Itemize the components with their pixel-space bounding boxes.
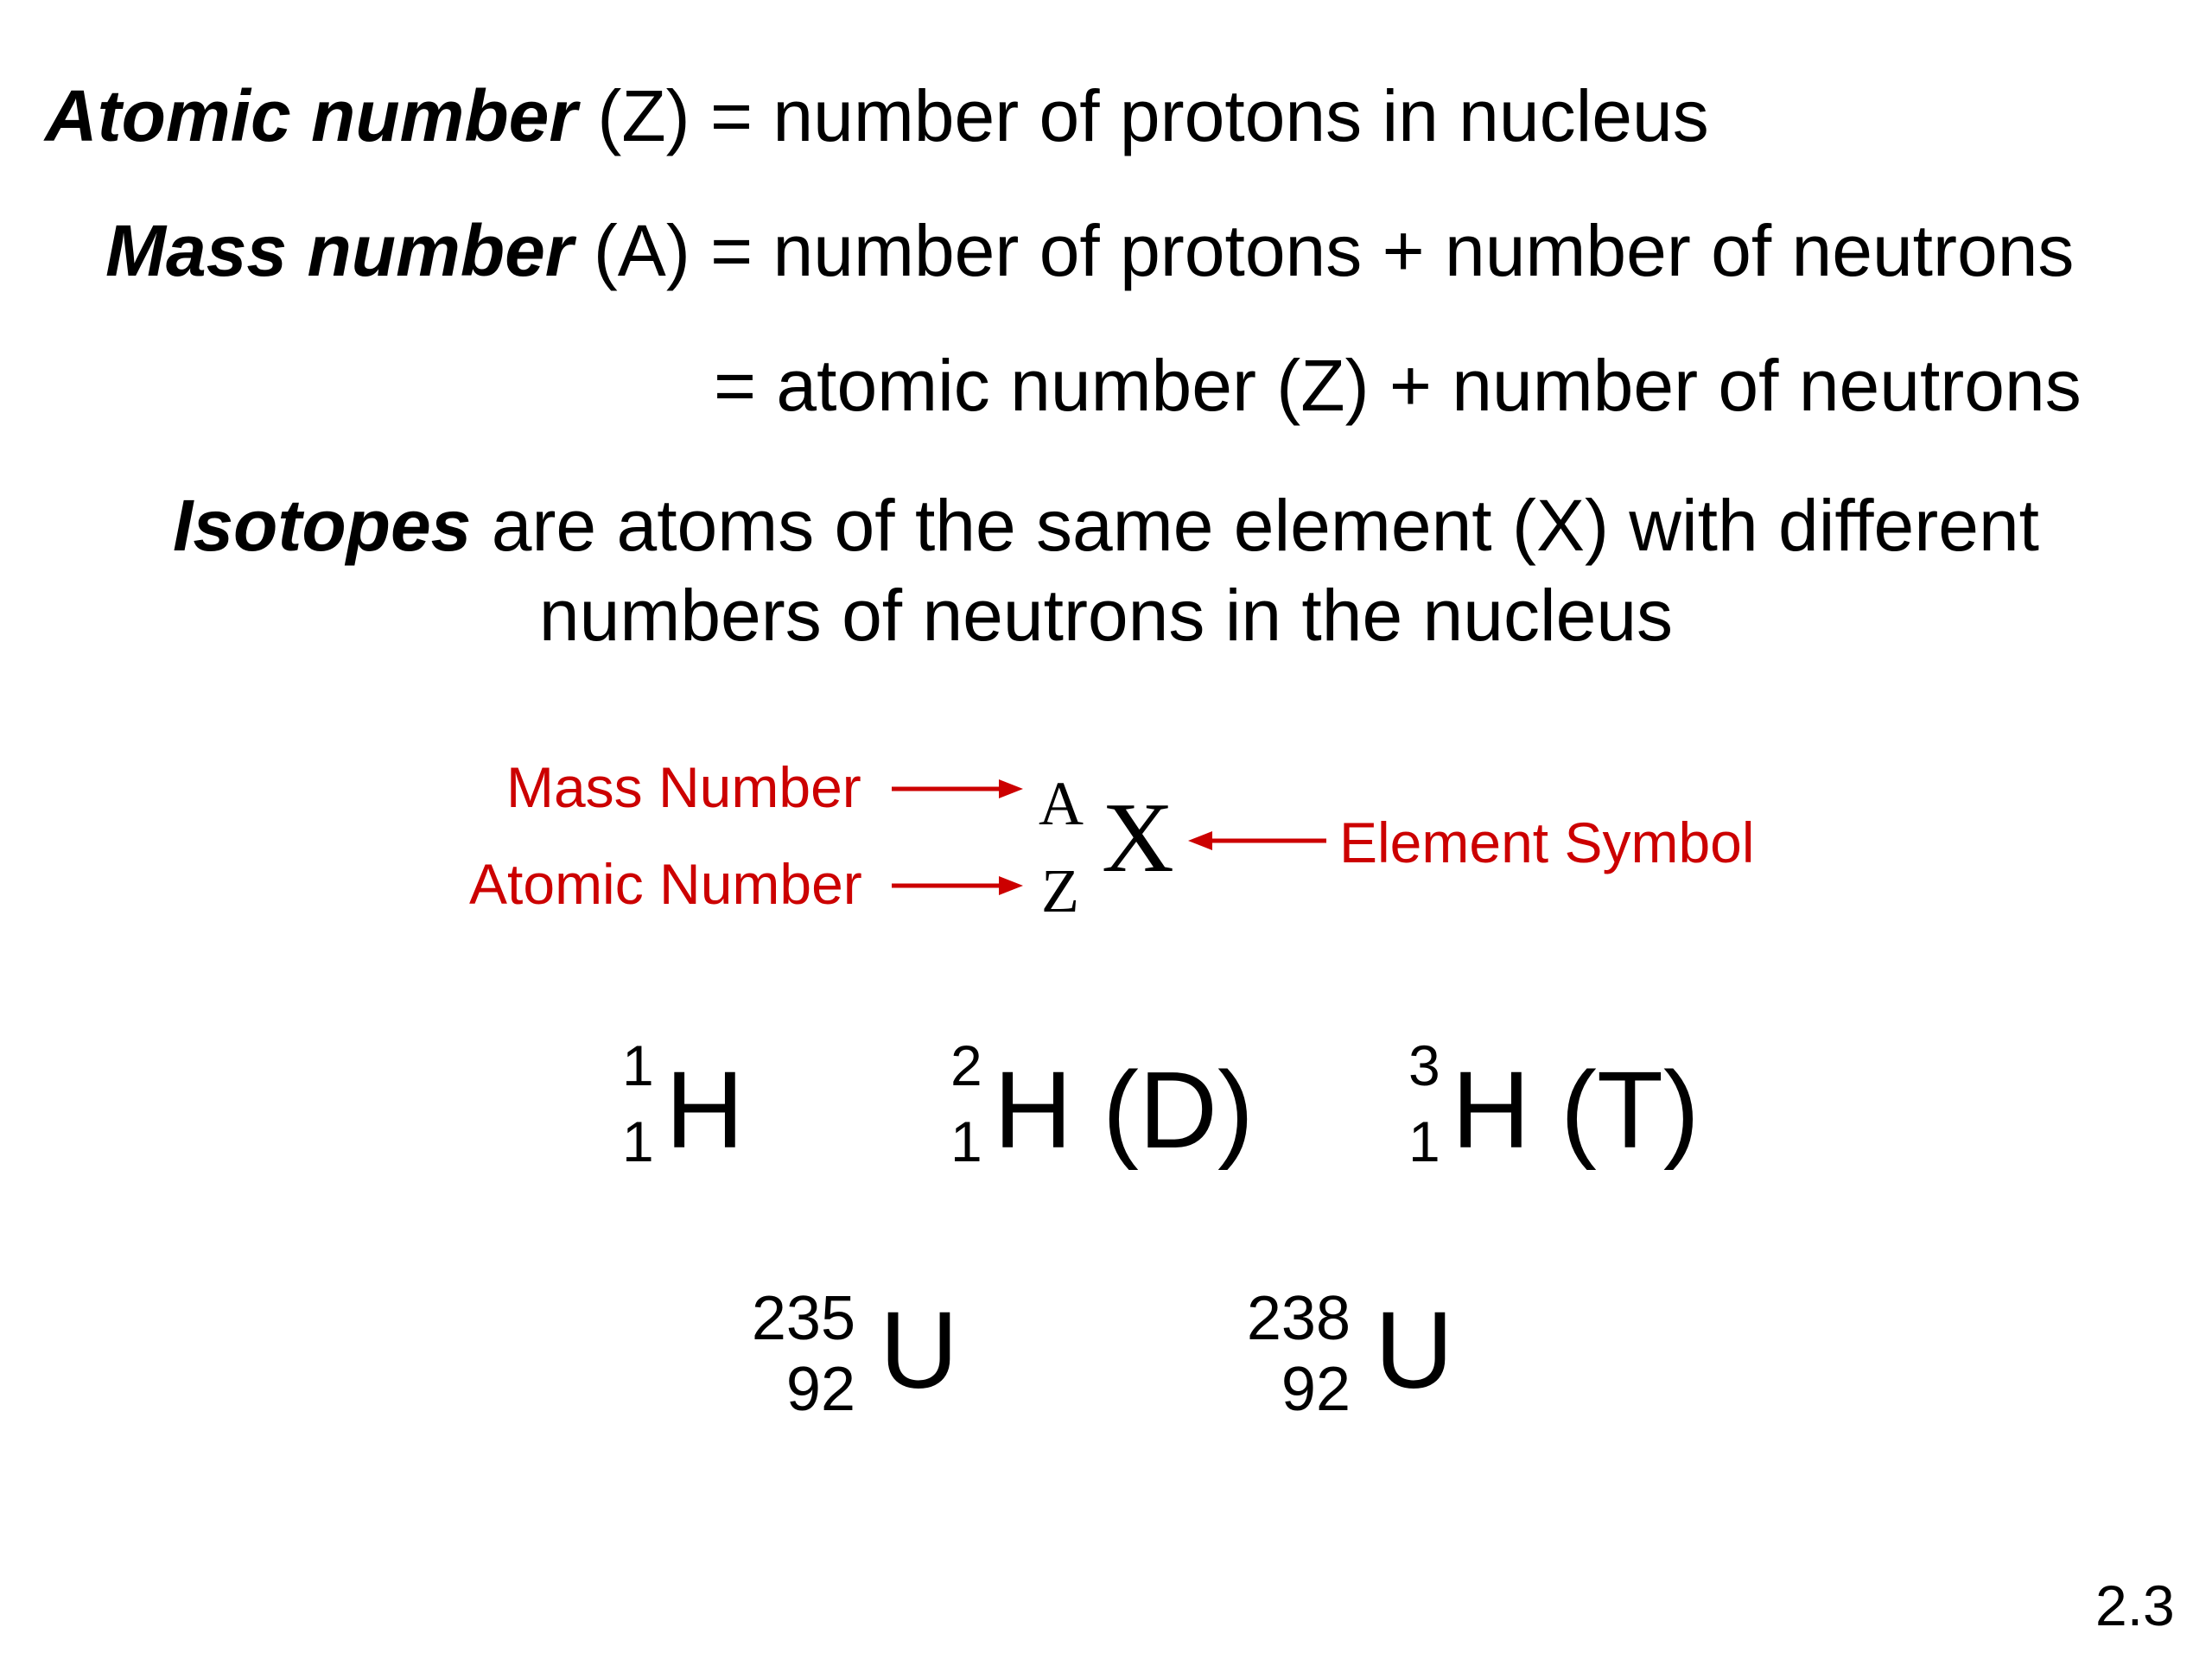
isotope-symbol: H <box>665 1049 744 1171</box>
atomic-number-label: Atomic Number <box>469 852 862 916</box>
isotope-mass-number: 238 <box>1246 1284 1351 1353</box>
isotopes-line-1 <box>0 480 2212 570</box>
element-symbol-arrow <box>1188 828 1326 854</box>
atomic-number-text: (Z) = number of protons in nucleus <box>577 75 1709 156</box>
isotope-atomic-number: 1 <box>622 1109 654 1173</box>
slide-number: 2.3 <box>2095 1573 2175 1637</box>
mass-number-alt-definition: = atomic number (Z) + number of neutrons <box>714 345 2082 426</box>
isotope-symbol: U <box>880 1289 958 1411</box>
mass-number-arrow <box>892 776 1023 802</box>
notation-element-symbol: X <box>1102 783 1174 893</box>
mass-number-label: Mass Number <box>506 755 861 819</box>
isotope-mass-number: 2 <box>950 1033 982 1097</box>
isotopes-line-2: numbers of neutrons in the nucleus <box>538 575 1674 656</box>
isotope-symbol: U <box>1375 1289 1453 1411</box>
notation-atomic-symbol: Z <box>1041 856 1079 925</box>
isotope-symbol: H (D) <box>994 1049 1254 1171</box>
atomic-number-term: Atomic number <box>45 75 578 156</box>
notation-mass-symbol: A <box>1039 769 1084 838</box>
mass-number-term: Mass number <box>105 210 574 291</box>
isotope-mass-number: 1 <box>622 1033 654 1097</box>
atomic-number-arrow <box>892 873 1023 899</box>
isotopes-definition <box>0 480 2212 660</box>
isotope-atomic-number: 1 <box>1408 1109 1440 1173</box>
isotope-atomic-number: 92 <box>1281 1355 1351 1424</box>
isotopes-text: are atoms of the same element (X) with different <box>471 485 2040 566</box>
isotope-atomic-number: 1 <box>950 1109 982 1173</box>
isotope-symbol: H (T) <box>1452 1049 1700 1171</box>
element-symbol-label: Element Symbol <box>1339 810 1755 874</box>
mass-number-definition <box>105 210 2075 291</box>
isotope-mass-number: 235 <box>751 1284 855 1353</box>
atomic-number-definition <box>45 75 1709 156</box>
isotope-atomic-number: 92 <box>785 1355 855 1424</box>
mass-number-text: (A) = number of protons + number of neutrons <box>573 210 2075 291</box>
isotopes-term: Isotopes <box>172 485 472 566</box>
isotope-mass-number: 3 <box>1408 1033 1440 1097</box>
